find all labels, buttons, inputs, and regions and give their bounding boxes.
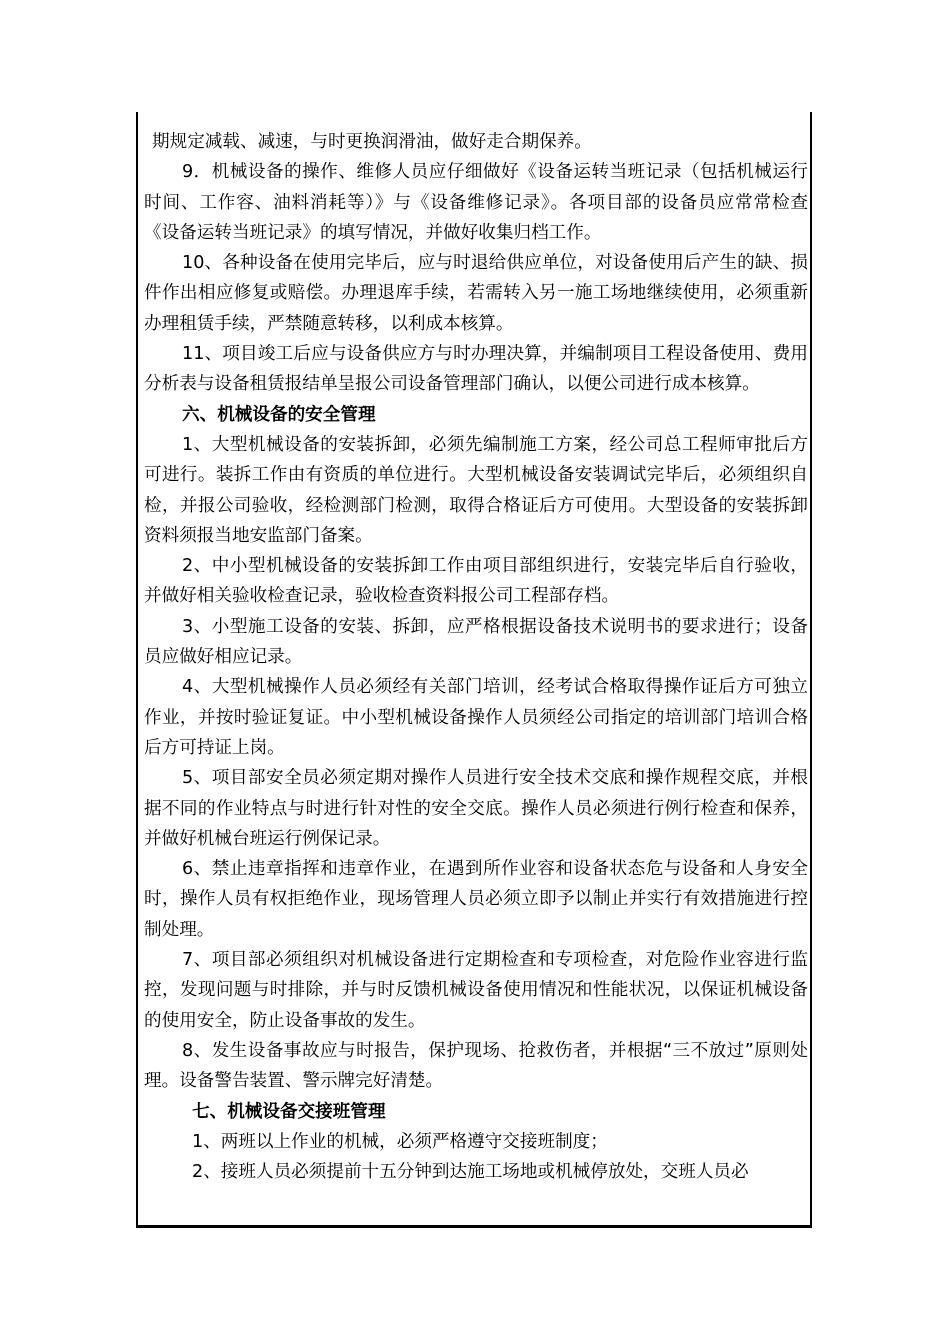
section-heading-7: 七、机械设备交接班管理 bbox=[192, 1101, 386, 1122]
paragraph-safety-8: 8、发生设备事故应与时报告，保护现场、抢救伤者，并根据“三不放过”原则处理。设备警告装置、警示牌完好清楚。 bbox=[144, 1040, 808, 1092]
paragraph-item-9: 9．机械设备的操作、维修人员应仔细做好《设备运转当班记录（包括机械运行时间、工作容、油料消耗等）》与《设备维修记录》。各项目部的设备员应常常检查《设备运转当班记录》的填写情况，并做好收集归档工作。 bbox=[144, 162, 808, 243]
section-heading-6: 六、机械设备的安全管理 bbox=[182, 404, 376, 425]
paragraph-safety-2: 2、中小型机械设备的安装拆卸工作由项目部组织进行，安装完毕后自行验收，并做好相关验收检查记录，验收检查资料报公司工程部存档。 bbox=[144, 556, 808, 607]
paragraph-handover-1: 1、两班以上作业的机械，必须严格遵守交接班制度； bbox=[192, 1131, 608, 1152]
paragraph-safety-5: 5、项目部安全员必须定期对操作人员进行安全技术交底和操作规程交底，并根据不同的作业特点与时进行针对性的安全交底。操作人员必须进行例行检查和保养，并做好机械台班运行例保记录。 bbox=[144, 768, 808, 849]
paragraph-safety-4: 4、大型机械操作人员必须经有关部门培训，经考试合格取得操作证后方可独立作业，并按时验证复证。中小型机械设备操作人员须经公司指定的培训部门培训合格后方可持证上岗。 bbox=[144, 677, 808, 758]
paragraph-item-10: 10、各种设备在使用完毕后，应与时退给供应单位，对设备使用后产生的缺、损件作出相应修复或赔偿。办理退库手续，若需转入另一施工场地继续使用，必须重新办理租赁手续，严禁随意转移，以利成本核算。 bbox=[144, 253, 808, 334]
paragraph-item-11: 11、项目竣工后应与设备供应方与时办理决算，并编制项目工程设备使用、费用分析表与设备租赁报结单呈报公司设备管理部门确认，以便公司进行成本核算。 bbox=[144, 344, 808, 395]
paragraph-continuation: 期规定减载、减速，与时更换润滑油，做好走合期保养。 bbox=[152, 132, 592, 152]
paragraph-safety-7: 7、项目部必须组织对机械设备进行定期检查和专项检查，对危险作业容进行监控，发现问题与时排除，并与时反馈机械设备使用情况和性能状况，以保证机械设备的使用安全，防止设备事故的发生。 bbox=[144, 950, 808, 1031]
paragraph-safety-6: 6、禁止违章指挥和违章作业，在遇到所作业容和设备状态危与设备和人身安全时，操作人员有权拒绝作业，现场管理人员必须立即予以制止并实行有效措施进行控制处理。 bbox=[144, 859, 808, 940]
document-body bbox=[144, 127, 808, 1187]
paragraph-safety-3: 3、小型施工设备的安装、拆卸，应严格根据设备技术说明书的要求进行；设备员应做好相应记录。 bbox=[144, 616, 808, 668]
paragraph-handover-2: 2、接班人员必须提前十五分钟到达施工场地或机械停放处，交班人员必 bbox=[192, 1162, 749, 1183]
paragraph-safety-1: 1、大型机械设备的安装拆卸，必须先编制施工方案，经公司总工程师审批后方可进行。装拆工作由有资质的单位进行。大型机械设备安装调试完毕后，必须组织自检，并报公司验收，经检测部门检测，取得合格证后方可使用。大型设备的安装拆卸资料须报当地安监部门备案。 bbox=[144, 434, 808, 546]
